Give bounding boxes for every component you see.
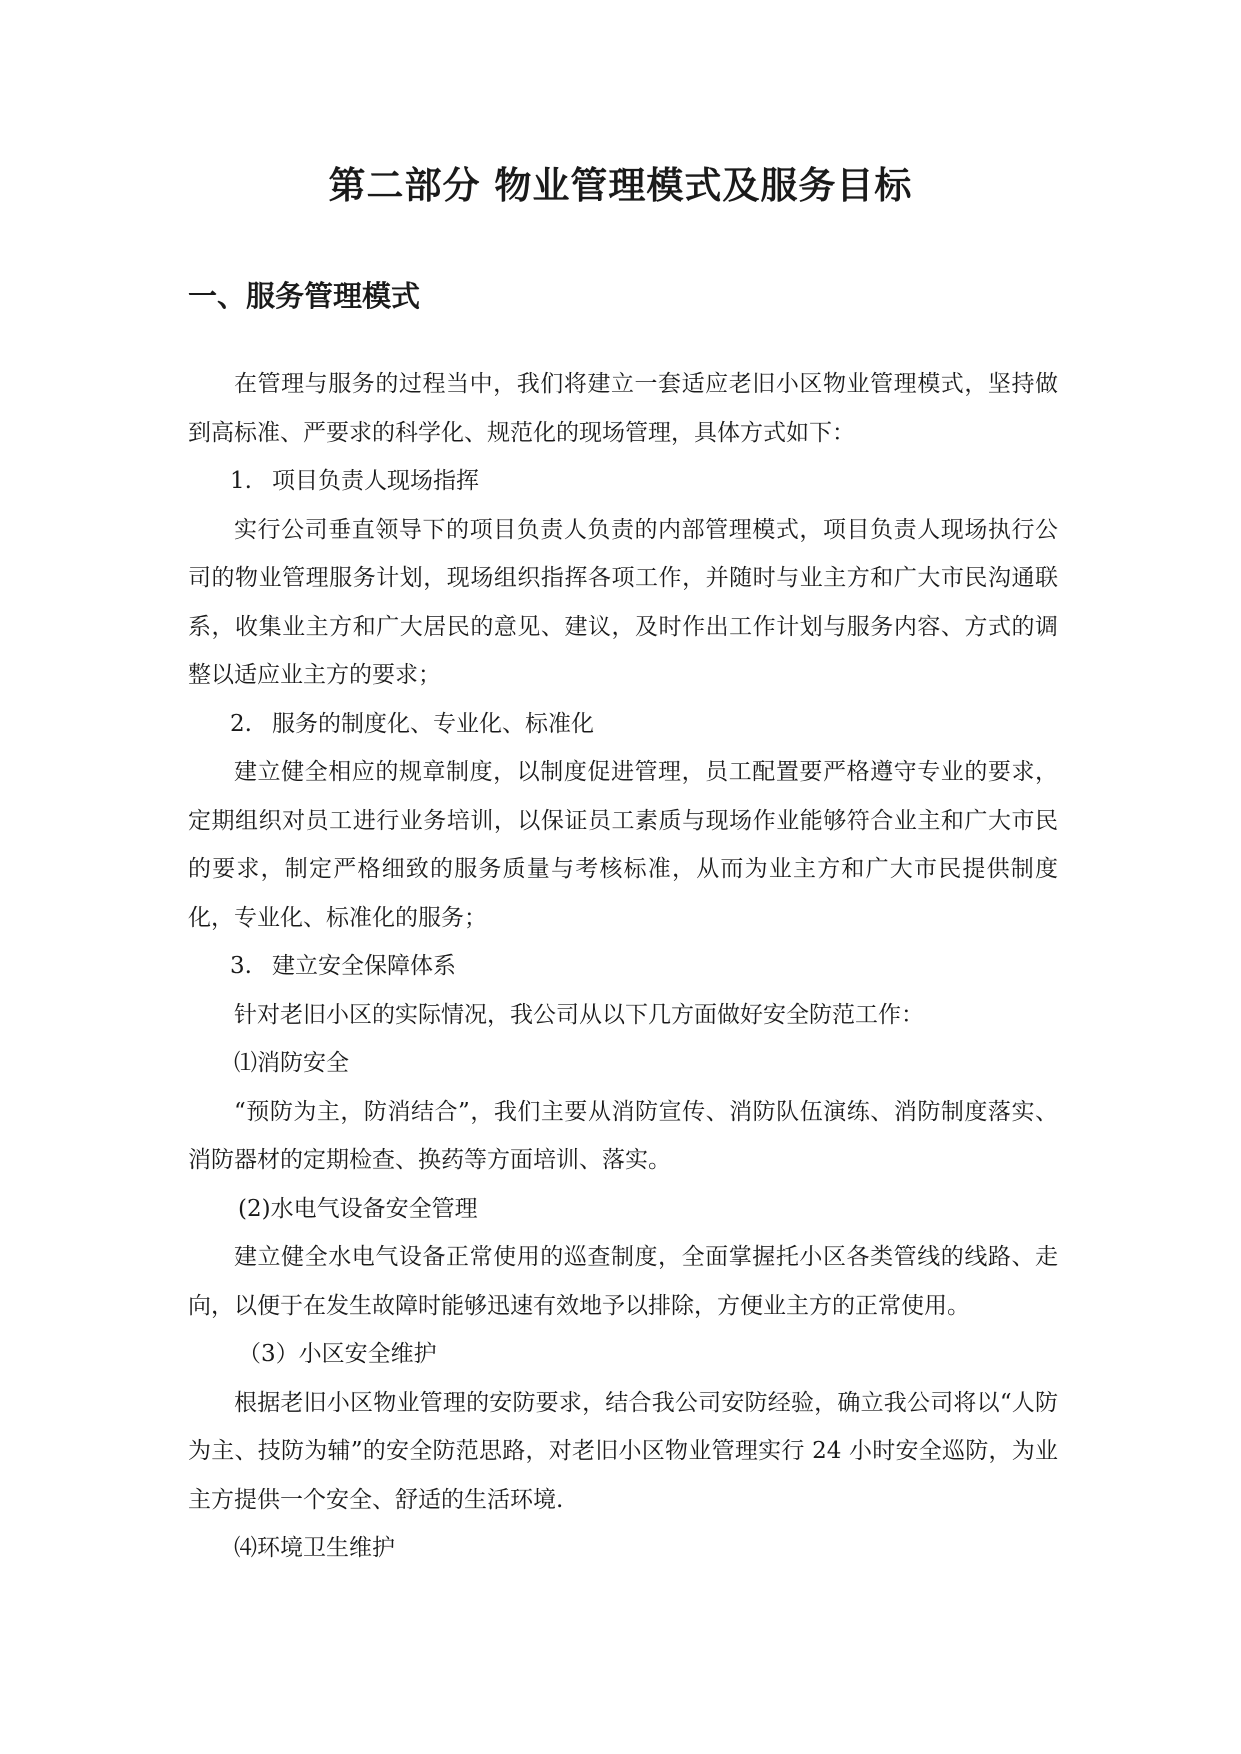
list-item-2-paragraph: 建立健全相应的规章制度，以制度促进管理，员工配置要严格遵守专业的要求，定期组织对员工进行业务培训，以保证员工素质与现场作业能够符合业主和广大市民的要求，制定严格细致的服务质量与考核标准，从而为业主方和广大市民提供制度化，专业化、标准化的服务； <box>188 759 1058 931</box>
list-item-1-paragraph: 实行公司垂直领导下的项目负责人负责的内部管理模式，项目负责人现场执行公司的物业管理服务计划，现场组织指挥各项工作，并随时与业主方和广大市民沟通联系，收集业主方和广大居民的意见、建议，及时作出工作计划与服务内容、方式的调整以适应业主方的要求； <box>188 516 1058 688</box>
list-item-3-paragraph: 针对老旧小区的实际情况，我公司从以下几方面做好安全防范工作： <box>234 1001 924 1028</box>
list-item-number: 1. <box>230 468 252 494</box>
list-item-number: 3. <box>230 953 252 979</box>
subitem-2-paragraph: 建立健全水电气设备正常使用的巡查制度，全面掌握托小区各类管线的线路、走向，以便于在发生故障时能够迅速有效地予以排除，方便业主方的正常使用。 <box>188 1244 1058 1319</box>
section-heading: 一、服务管理模式 <box>188 279 421 313</box>
document-title: 第二部分 物业管理模式及服务目标 <box>328 164 913 207</box>
subitem-3-label: （3）小区安全维护 <box>238 1341 437 1367</box>
subitem-1-paragraph: “预防为主，防消结合”，我们主要从消防宣传、消防队伍演练、消防制度落实、消防器材的定期检查、换药等方面培训、落实。 <box>188 1098 1058 1173</box>
intro-paragraph: 在管理与服务的过程当中，我们将建立一套适应老旧小区物业管理模式，坚持做到高标准、严要求的科学化、规范化的现场管理，具体方式如下： <box>188 371 1058 446</box>
subitem-2-label: (2)水电气设备安全管理 <box>238 1195 478 1222</box>
document-body <box>188 360 1058 1573</box>
subitem-3-paragraph: 根据老旧小区物业管理的安防要求，结合我公司安防经验，确立我公司将以“人防为主、技防为辅”的安全防范思路，对老旧小区物业管理实行 24 小时安全巡防，为业主方提供一个安全、舒适的生活环境. <box>188 1389 1058 1513</box>
list-item-number: 2. <box>230 710 252 737</box>
list-item-2 <box>188 700 1058 749</box>
list-item-label: 项目负责人现场指挥 <box>272 468 479 494</box>
list-item-label: 建立安全保障体系 <box>272 953 456 979</box>
subitem-4-label: ⑷环境卫生维护 <box>234 1535 395 1561</box>
list-item-label: 服务的制度化、专业化、标准化 <box>272 710 594 737</box>
list-item-1 <box>188 457 1058 506</box>
subitem-1-label: ⑴消防安全 <box>234 1050 349 1076</box>
list-item-3 <box>188 942 1058 991</box>
